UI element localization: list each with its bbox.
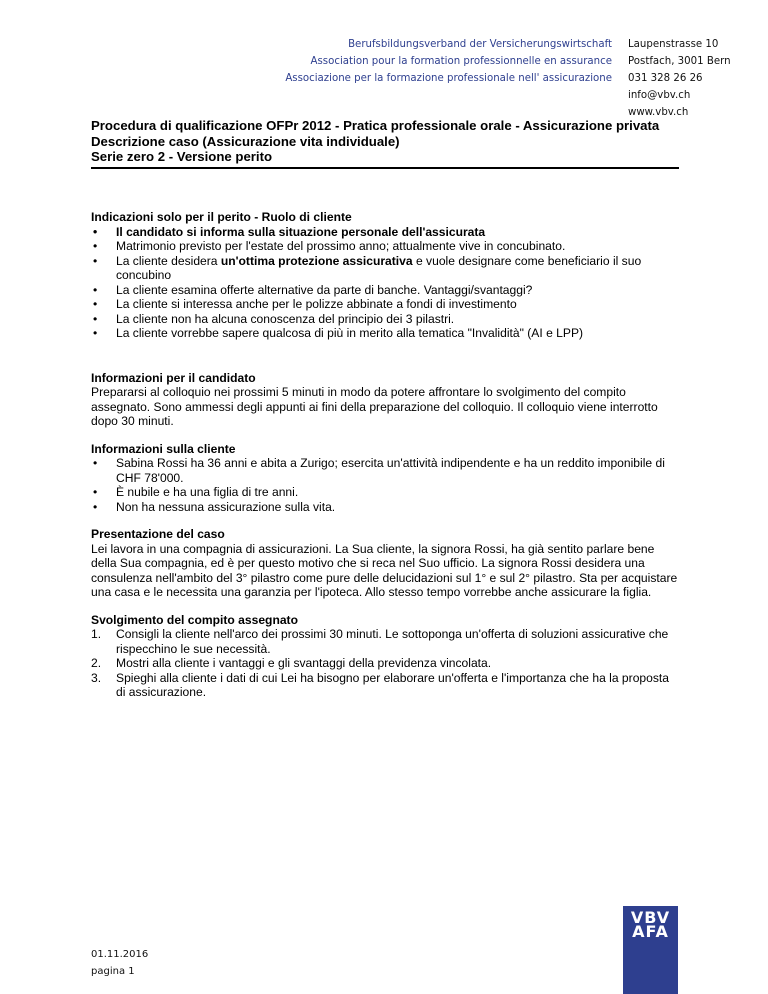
client-info-list	[91, 456, 679, 514]
item-emphasis: un'ottima protezione assicurativa	[220, 253, 413, 268]
org-name-de: Berufsbildungsverband der Versicherungswirtschaft	[348, 39, 612, 50]
task-step	[91, 656, 679, 671]
task-step	[91, 627, 679, 656]
document-body	[91, 210, 679, 713]
title-line-1: Procedura di qualificazione OFPr 2012 - Pratica professionale orale - Assicurazione privata	[91, 118, 660, 133]
item-text: La cliente desidera	[116, 253, 221, 268]
list-item	[91, 254, 679, 283]
list-item: • La cliente esamina offerte alternative da parte di banche. Vantaggi/svantaggi?	[91, 283, 679, 298]
case-text: Lei lavora in una compagnia di assicurazioni. La Sua cliente, la signora Rossi, ha già sentito parlare bene della Sua compagnia, ed è per questo motivo che si reca nel Suo ufficio. La signora Rossi desidera una consulenza nell'ambito del 3° pilastro come pure delle delucidazioni sul 1° e sul 2° pilastro. Sta per acquistare una casa e le necessita una garanzia per l'ipoteca. Allo stesso tempo vorrebbe anche assicurare la figlia.	[91, 541, 678, 599]
task-heading: Svolgimento del compito assegnato	[91, 612, 298, 627]
client-info-heading: Informazioni sulla cliente	[91, 441, 236, 456]
candidate-info-section	[91, 371, 679, 429]
contact-phone: 031 328 26 26	[628, 73, 703, 84]
step-text: Mostri alla cliente i vantaggi e gli svantaggi della previdenza vincolata.	[116, 656, 492, 670]
client-info-section	[91, 442, 679, 515]
list-item: • La cliente si interessa anche per le polizze abbinate a fondi di investimento	[91, 297, 679, 312]
candidate-info-text: Prepararsi al colloquio nei prossimi 5 minuti in modo da potere affrontare lo svolgimento del compito assegnato. Sono ammessi degli appunti ai fini della preparazione del colloquio. Il colloquio viene interrotto dopo 30 minuti.	[91, 385, 658, 428]
document-title	[91, 118, 679, 169]
vbv-afa-logo	[623, 906, 678, 994]
contact-postbox: Postfach, 3001 Bern	[628, 56, 731, 67]
expert-list	[91, 225, 679, 341]
task-list	[91, 627, 679, 700]
case-section	[91, 527, 679, 600]
step-number: 3.	[91, 670, 102, 685]
list-item: • Sabina Rossi ha 36 anni e abita a Zurigo; esercita un'attività indipendente e ha un reddito imponibile di CHF 78'000.	[91, 456, 679, 485]
organization-names	[250, 36, 612, 87]
list-item: • La cliente vorrebbe sapere qualcosa di più in merito alla tematica "Invalidità" (AI e LPP)	[91, 326, 679, 341]
title-line-2: Descrizione caso (Assicurazione vita individuale)	[91, 133, 400, 149]
step-number: 1.	[91, 627, 102, 641]
step-number: 2.	[91, 656, 102, 670]
list-item: • Matrimonio previsto per l'estate del prossimo anno; attualmente vive in concubinato.	[91, 239, 679, 254]
footer-date: 01.11.2016	[91, 949, 149, 960]
case-heading: Presentazione del caso	[91, 527, 225, 541]
task-section	[91, 613, 679, 700]
contact-email[interactable]: info@vbv.ch	[628, 90, 691, 101]
logo-text-bottom: AFA	[632, 922, 669, 941]
expert-section	[91, 210, 679, 341]
org-name-fr: Association pour la formation professionnelle en assurance	[310, 56, 612, 67]
list-item: • È nubile e ha una figlia di tre anni.	[91, 485, 679, 500]
logo-text-top: VBV	[630, 908, 671, 927]
item-text: e vuole designare come beneficiario il suo concubino	[116, 253, 642, 282]
step-text: Consigli la cliente nell'arco dei prossimi 30 minuti. Le sottoponga un'offerta di soluzioni assicurative che rispecchino le sue necessità.	[116, 627, 669, 656]
list-item: • Non ha nessuna assicurazione sulla vita.	[91, 500, 679, 515]
contact-street: Laupenstrasse 10	[628, 39, 719, 50]
task-step	[91, 671, 679, 700]
contact-website[interactable]: www.vbv.ch	[628, 107, 689, 118]
candidate-info-heading: Informazioni per il candidato	[91, 370, 256, 385]
org-name-it: Associazione per la formazione professionale nell' assicurazione	[285, 73, 612, 84]
page-footer	[91, 946, 148, 980]
footer-page-number: pagina 1	[91, 966, 135, 977]
list-item: • Il candidato si informa sulla situazione personale dell'assicurata	[91, 225, 679, 240]
step-text: Spieghi alla cliente i dati di cui Lei ha bisogno per elaborare un'offerta e l'importanza che ha la proposta di assicurazione.	[116, 670, 669, 699]
expert-heading: Indicazioni solo per il perito - Ruolo di cliente	[91, 210, 352, 224]
list-item: • La cliente non ha alcuna conoscenza del principio dei 3 pilastri.	[91, 312, 679, 327]
title-line-3: Serie zero 2 - Versione perito	[91, 149, 273, 164]
contact-block	[628, 36, 731, 121]
